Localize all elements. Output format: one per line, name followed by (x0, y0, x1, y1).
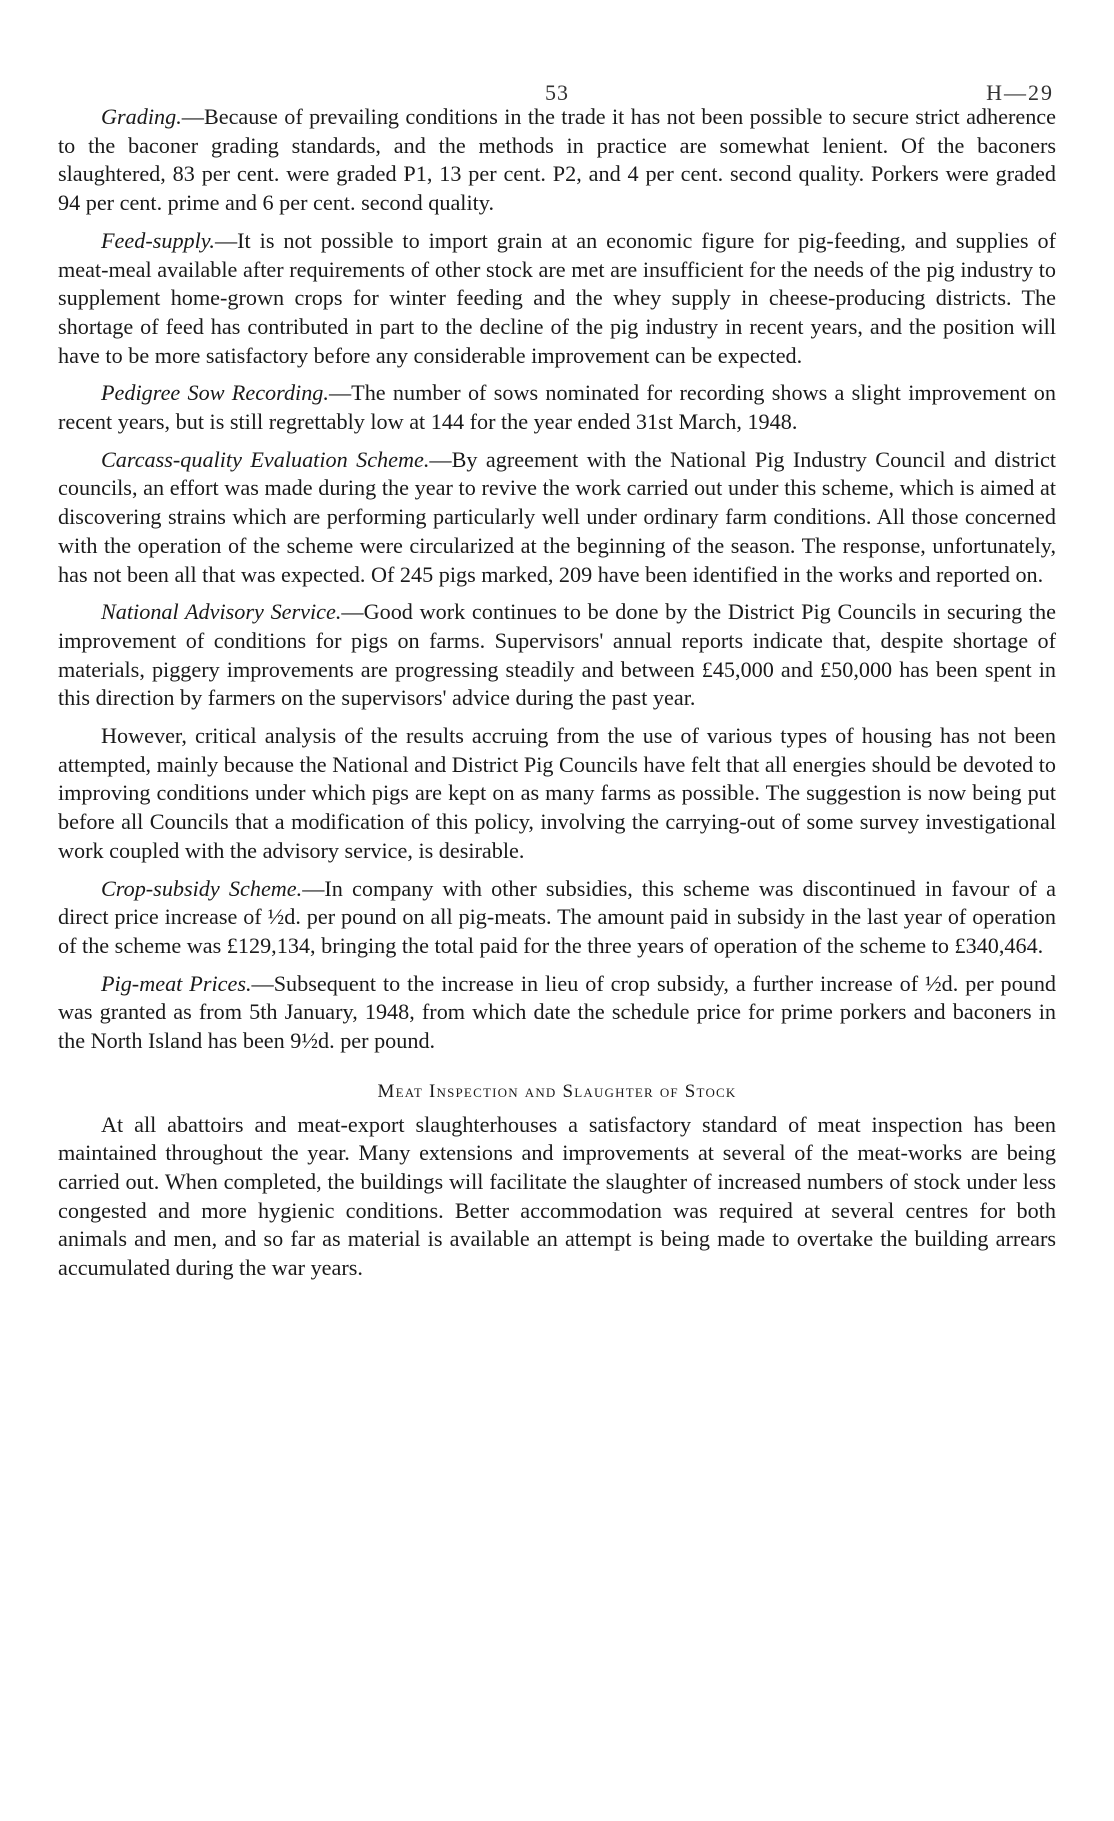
paragraph-text: —Because of prevailing conditions in the trade it has not been possible to secure strict adherence to the baconer grading standards, and the methods in practice are somewhat lenient. Of the baconers slaughtered, 83 per cent. were graded P1, 13 per cent. P2, and 4 per cent. second quality. Porkers were graded 94 per cent. prime and 6 per cent. second quality. (58, 104, 1056, 216)
document-body (58, 103, 1056, 1283)
paragraph-meat-inspection (58, 1111, 1056, 1283)
paragraph-carcass-quality (58, 446, 1056, 590)
document-reference: H—29 (986, 80, 1054, 105)
page-header (58, 0, 1056, 103)
paragraph-heading: Feed-supply. (101, 227, 215, 253)
paragraph-text: —Subsequent to the increase in lieu of crop subsidy, a further increase of ½d. per pound was granted as from 5th January, 1948, from which date the schedule price for prime porkers and baconers in the North Island has been 9½d. per pound. (58, 970, 1057, 1054)
paragraph-text: —It is not possible to import grain at an economic figure for pig-feeding, and supplies of meat-meal available after requirements of other stock are met are insufficient for the needs of the pig industry to supplement home-grown crops for winter feeding and the whey supply in cheese-producing districts. The shortage of feed has contributed in part to the decline of the pig industry in recent years, and the position will have to be more satisfactory before any considerable improvement can be expected. (58, 227, 1056, 368)
paragraph-heading: Grading. (101, 104, 182, 129)
page-number: 53 (545, 80, 569, 105)
paragraph-text: At all abattoirs and meat-export slaughterhouses a satisfactory standard of meat inspection has been maintained throughout the year. Many extensions and improvements at several of the meat-works are being carried out. When completed, the buildings will facilitate the slaughter of increased numbers of stock under less congested and more hygienic conditions. Better accommodation was required at several centres for both animals and men, and so far as material is available an attempt is being made to overtake the building arrears accumulated during the war years. (58, 1111, 1056, 1281)
paragraph-heading: Carcass-quality Evaluation Scheme. (101, 446, 430, 472)
paragraph-crop-subsidy (58, 875, 1056, 961)
paragraph-feed-supply (58, 227, 1056, 371)
paragraph-heading: Crop-subsidy Scheme. (101, 875, 303, 901)
paragraph-national-advisory-service (58, 598, 1056, 713)
paragraph-text: —The number of sows nominated for recording shows a slight improvement on recent years, but is still regrettably low at 144 for the year ended 31st March, 1948. (58, 380, 1056, 435)
paragraph-text: However, critical analysis of the results accruing from the use of various types of housing has not been attempted, mainly because the National and District Pig Councils have felt that all energies should be devoted to improving conditions under which pigs are kept on as many farms as possible. The suggestion is now being put before all Councils that a modification of this policy, involving the carrying-out of some survey investigational work coupled with the advisory service, is desirable. (58, 723, 1056, 863)
paragraph-heading: National Advisory Service. (101, 599, 342, 625)
paragraph-text: —In company with other subsidies, this scheme was discontinued in favour of a direct price increase of ½d. per pound on all pig-meats. The amount paid in subsidy in the last year of operation of the scheme was £129,134, bringing the total paid for the three years of operation of the scheme to £340,464. (58, 875, 1056, 958)
paragraph-text: —By agreement with the National Pig Industry Council and district councils, an effort was made during the year to revive the work carried out under this scheme, which is aimed at discovering strains which are performing particularly well under ordinary farm conditions. All those concerned with the operation of the scheme were circularized at the beginning of the season. The response, unfortunately, has not been all that was expected. Of 245 pigs marked, 209 have been identified in the works and reported on. (58, 446, 1057, 587)
paragraph-heading: Pig-meat Prices. (101, 970, 252, 996)
paragraph-pig-meat-prices (58, 970, 1056, 1056)
paragraph-text: —Good work continues to be done by the District Pig Councils in securing the improvement of conditions for pigs on farms. Supervisors' annual reports indicate that, despite shortage of materials, piggery improvements are progressing steadily and between £45,000 and £50,000 has been spent in this direction by farmers on the supervisors' advice during the past year. (58, 599, 1056, 711)
paragraph-heading: Pedigree Sow Recording. (101, 380, 329, 406)
paragraph-grading (58, 103, 1056, 218)
paragraph-pedigree-sow-recording (58, 379, 1056, 436)
paragraph-critical-analysis (58, 722, 1056, 866)
section-heading: Meat Inspection and Slaughter of Stock (377, 1080, 737, 1102)
